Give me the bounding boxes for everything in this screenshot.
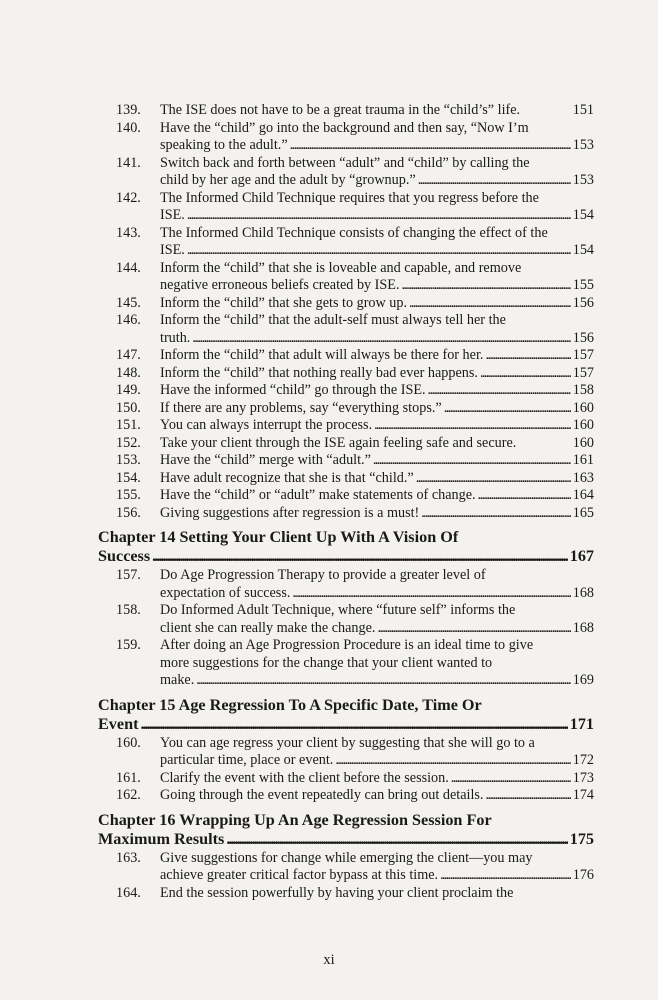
toc-entry [98,602,594,637]
chapter-heading [98,696,594,734]
entry-number: 145. [116,294,141,311]
entry-body [160,260,594,295]
entry-text: Clarify the event with the client before the session. [160,769,449,786]
entry-page-number: 157 [572,364,594,381]
entry-body [160,567,594,602]
entry-text: truth. [160,329,191,346]
entry-text: ISE. [160,207,185,223]
entry-body [160,487,594,505]
entry-line [160,400,594,418]
entry-line: Give suggestions for change while emerging the client—you may [160,849,533,866]
toc-entry [98,770,594,788]
entry-page-number: 156 [572,294,594,311]
chapter-page-number: 167 [569,547,594,565]
chapter-heading [98,528,594,566]
entry-body [160,885,594,903]
entry-number: 139. [116,102,141,118]
chapter-text: Maximum Results [98,829,225,848]
leader-dots [292,585,570,603]
entry-line [160,242,594,260]
entry-text: Inform the “child” that nothing really bad ever happens. [160,364,478,381]
page-number: xi [323,952,335,968]
entry-text: ISE. [160,242,185,258]
leader-dots [485,347,570,365]
entry-line: The Informed Child Technique requires that you regress before the [160,189,539,206]
entry-line [160,172,594,190]
entry-body [160,155,594,190]
entry-text: Have the “child” merge with “adult.” [160,452,371,468]
entry-text: achieve greater critical factor bypass at this time. [160,867,439,883]
toc-entry [98,400,594,418]
entry-line [160,672,594,690]
leader-dots [374,417,571,435]
toc-entry [98,225,594,260]
entry-page-number: 154 [572,242,594,258]
entry-body [160,787,594,805]
leader-dots [428,382,571,400]
entry-body [160,295,594,313]
entry-page-number: 169 [572,672,594,688]
entry-line [160,752,594,770]
entry-line: Switch back and forth between “adult” and “child” by calling the [160,154,530,171]
leader-dots [196,672,570,690]
leader-dots [192,330,570,348]
entry-page-number: 164 [572,487,594,503]
leader-dots [152,547,568,566]
entry-number: 148. [116,364,141,381]
entry-number: 141. [116,154,141,171]
table-of-contents [98,102,594,902]
toc-entry [98,102,594,120]
entry-page-number: 153 [572,172,594,188]
entry-body [160,470,594,488]
entry-page-number: 174 [572,787,594,803]
entry-line [160,137,594,155]
leader-dots [187,242,571,260]
entry-number: 151. [116,417,141,433]
entry-text: speaking to the adult.” [160,137,288,153]
entry-page-number: 160 [572,417,594,433]
entry-page-number: 157 [572,347,594,363]
entry-line: Do Informed Adult Technique, where “future self” informs the [160,602,516,618]
entry-number: 164. [116,884,141,901]
entry-text: expectation of success. [160,584,291,601]
entry-body [160,435,594,453]
entry-line: Inform the “child” that the adult-self must always tell her the [160,312,506,328]
toc-entry [98,435,594,453]
entry-page-number: 176 [572,867,594,883]
entry-number: 154. [116,469,141,486]
entry-number: 142. [116,189,141,206]
entry-number: 149. [116,382,141,398]
entry-line [160,347,594,365]
entry-page-number: 163 [572,469,594,486]
entry-text: Take your client through the ISE again feeling safe and secure. [160,434,517,451]
entry-number: 162. [116,787,141,803]
entry-number: 146. [116,312,141,328]
entry-line: more suggestions for the change that your client wanted to [160,654,493,671]
toc-entry [98,567,594,602]
entry-text: Going through the event repeatedly can bring out details. [160,787,484,803]
leader-dots [373,452,571,470]
leader-dots [480,365,571,383]
toc-entry [98,260,594,295]
toc-entry [98,735,594,770]
entry-line [160,382,594,400]
entry-line [160,787,594,805]
entry-line [160,770,594,788]
entry-text: Have the “child” or “adult” make statements of change. [160,487,476,503]
entry-line: After doing an Age Progression Procedure is an ideal time to give [160,637,534,653]
entry-text: Inform the “child” that adult will always be there for her. [160,347,484,363]
entry-body [160,120,594,155]
entry-line [160,295,594,313]
chapter-line [98,715,594,734]
entry-number: 153. [116,452,141,468]
leader-dots [187,207,571,225]
leader-dots [451,770,571,788]
entry-page-number: 165 [572,504,594,521]
entry-text: If there are any problems, say “everything stops.” [160,399,442,416]
toc-entry [98,365,594,383]
entry-number: 150. [116,399,141,416]
chapter-page-number: 171 [569,714,594,733]
leader-dots [335,752,570,770]
toc-entry [98,505,594,523]
chapter-line [98,547,594,566]
leader-dots [140,715,567,734]
chapter-title-line: Chapter 16 Wrapping Up An Age Regression Session For [98,810,492,829]
entry-body [160,190,594,225]
leader-dots [226,830,567,849]
entry-page-number: 153 [572,137,594,153]
toc-entry [98,787,594,805]
leader-dots [402,277,571,295]
toc-entry [98,382,594,400]
entry-line [160,620,594,638]
entry-line [160,435,594,453]
entry-body [160,850,594,885]
toc-entry [98,637,594,690]
entry-line: Inform the “child” that she is loveable and capable, and remove [160,259,522,276]
entry-number: 157. [116,567,141,583]
entry-line [160,417,594,435]
entry-page-number: 172 [572,752,594,768]
entry-body [160,452,594,470]
leader-dots [478,487,571,505]
entry-text: make. [160,672,195,688]
entry-text: child by her age and the adult by “grownup.” [160,172,416,188]
entry-line [160,330,594,348]
entry-text: Have the informed “child” go through the ISE. [160,382,426,398]
chapter-text: Success [98,547,151,565]
entry-line: Do Age Progression Therapy to provide a greater level of [160,567,486,583]
entry-page-number: 168 [572,619,594,636]
entry-text: negative erroneous beliefs created by ISE. [160,277,400,293]
entry-line: Have the “child” go into the background and then say, “Now I’m [160,119,529,136]
entry-body [160,102,594,120]
leader-dots [290,137,571,155]
leader-dots [416,470,571,488]
entry-line [160,452,594,470]
entry-number: 163. [116,849,141,866]
entry-body [160,347,594,365]
entry-number: 159. [116,637,141,653]
entry-body [160,735,594,770]
entry-text: Inform the “child” that she gets to grow up. [160,294,408,311]
entry-number: 152. [116,434,141,451]
entry-page-number: 160 [572,434,594,451]
entry-body [160,382,594,400]
toc-entry [98,347,594,365]
entry-page-number: 156 [572,329,594,346]
toc-entry [98,470,594,488]
leader-dots [440,867,571,885]
leader-dots [409,295,571,313]
leader-dots [444,400,571,418]
toc-entry [98,120,594,155]
entry-line [160,487,594,505]
entry-body [160,400,594,418]
entry-page-number: 173 [572,769,594,786]
chapter-title-line: Chapter 14 Setting Your Client Up With A Vision Of [98,528,459,546]
toc-entry [98,190,594,225]
entry-number: 160. [116,734,141,751]
toc-entry [98,850,594,885]
entry-line [160,277,594,295]
entry-line: You can age regress your client by suggesting that she will go to a [160,734,535,751]
entry-text: Giving suggestions after regression is a must! [160,504,420,521]
entry-line [160,505,594,523]
entry-number: 143. [116,224,141,241]
leader-dots [485,787,570,805]
entry-page-number: 161 [572,452,594,468]
toc-entry [98,885,594,903]
entry-number: 147. [116,347,141,363]
toc-entry [98,452,594,470]
entry-page-number: 155 [572,277,594,293]
chapter-page-number: 175 [569,829,594,848]
entry-body [160,365,594,383]
leader-dots [418,172,571,190]
toc-entry [98,312,594,347]
entry-line [160,867,594,885]
entry-line [160,470,594,488]
entry-number: 161. [116,769,141,786]
entry-text: particular time, place or event. [160,752,334,768]
entry-page-number: 151 [572,102,594,118]
entry-page-number: 168 [572,584,594,601]
entry-line: The Informed Child Technique consists of changing the effect of the [160,224,548,241]
chapter-text: Event [98,714,139,733]
chapter-title-line: Chapter 15 Age Regression To A Specific Date, Time Or [98,695,482,714]
entry-text: Have adult recognize that she is that “child.” [160,469,414,486]
entry-line [160,585,594,603]
entry-number: 156. [116,504,141,521]
toc-entry [98,417,594,435]
toc-entry [98,155,594,190]
entry-number: 158. [116,602,141,618]
leader-dots [377,620,570,638]
chapter-heading [98,811,594,849]
entry-page-number: 160 [572,399,594,416]
entry-line [160,102,594,120]
entry-body [160,770,594,788]
entry-line: End the session powerfully by having your client proclaim the [160,884,514,901]
chapter-line [98,830,594,849]
entry-number: 140. [116,119,141,136]
entry-number: 144. [116,259,141,276]
entry-text: The ISE does not have to be a great trauma in the “child’s” life. [160,102,521,118]
entry-page-number: 154 [572,207,594,223]
entry-body [160,505,594,523]
entry-body [160,312,594,347]
entry-text: client she can really make the change. [160,619,376,636]
leader-dots [421,505,570,523]
entry-text: You can always interrupt the process. [160,417,373,433]
entry-line [160,207,594,225]
entry-page-number: 158 [572,382,594,398]
entry-number: 155. [116,487,141,503]
entry-body [160,225,594,260]
toc-entry [98,487,594,505]
entry-body [160,417,594,435]
toc-entry [98,295,594,313]
entry-body [160,637,594,690]
entry-line [160,365,594,383]
entry-body [160,602,594,637]
